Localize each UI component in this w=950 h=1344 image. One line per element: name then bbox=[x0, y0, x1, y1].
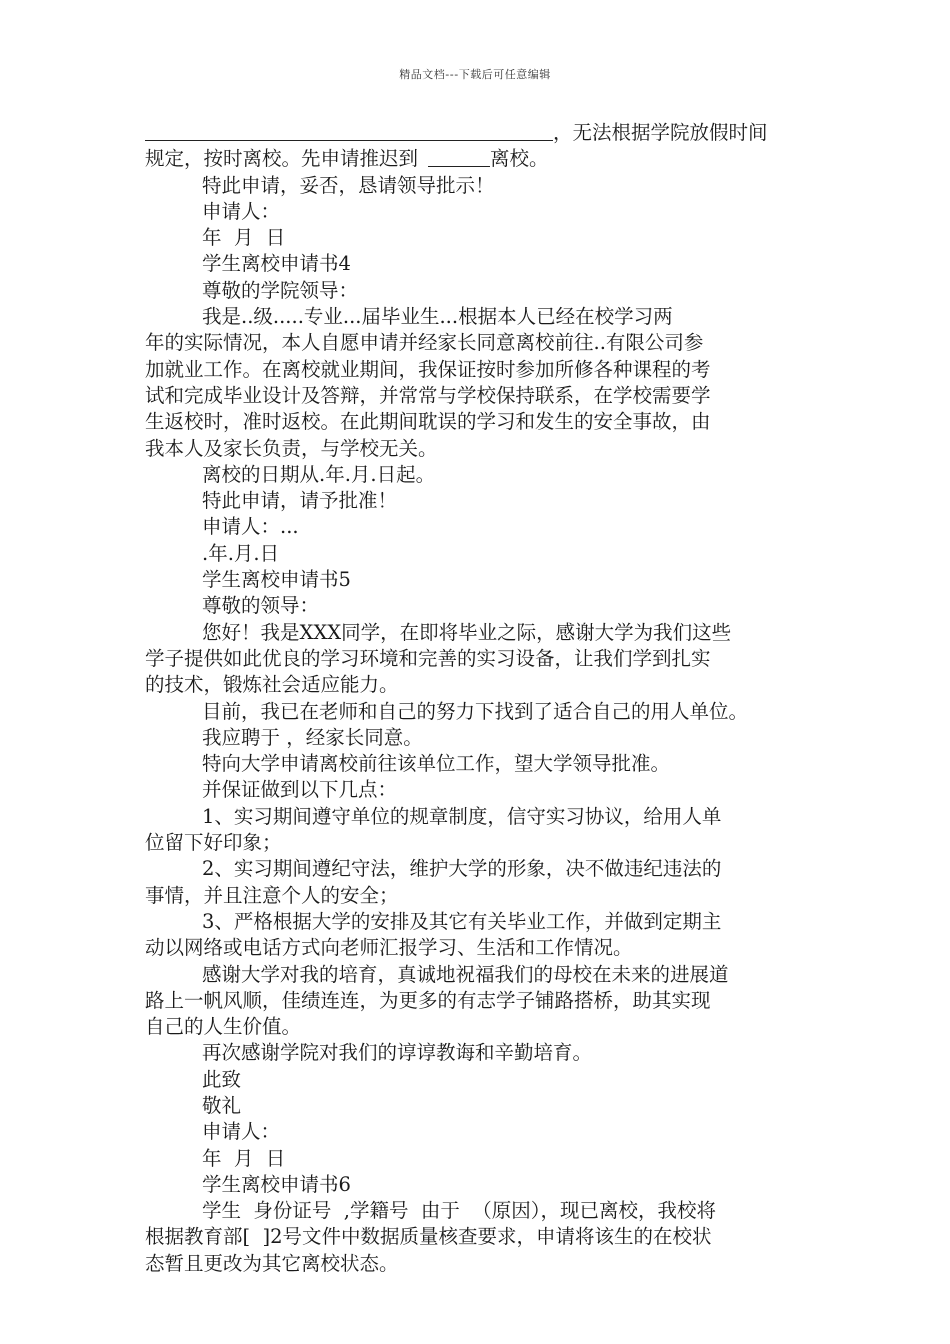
page-header: 精品文档---下载后可任意编辑 bbox=[399, 68, 551, 81]
signature-label: 申请人：... bbox=[202, 515, 299, 539]
text-line: 的技术，锻炼社会适应能力。 bbox=[145, 673, 399, 697]
signature-label: 申请人： bbox=[202, 1120, 281, 1144]
text-line: 特此申请，妥否，恳请领导批示！ bbox=[202, 173, 495, 197]
text-line: 目前，我已在老师和自己的努力下找到了适合自己的用人单位。 bbox=[202, 699, 749, 723]
text-line: 规定，按时离校。先申请推迟到 离校。 bbox=[145, 147, 549, 171]
list-item: 3、严格根据大学的安排及其它有关毕业工作，并做到定期主 bbox=[202, 909, 722, 933]
salutation: 尊敬的学院领导： bbox=[202, 278, 359, 302]
text-line: 态暂且更改为其它离校状态。 bbox=[145, 1251, 399, 1275]
text-line: 事情，并且注意个人的安全； bbox=[145, 883, 399, 907]
text-line: 并保证做到以下几点： bbox=[202, 778, 398, 802]
date-line: 年 月 日 bbox=[202, 226, 286, 250]
list-item: 2、实习期间遵纪守法，维护大学的形象，决不做违纪违法的 bbox=[202, 857, 722, 881]
date-line: 年 月 日 bbox=[202, 1146, 286, 1170]
closing: 此致 bbox=[202, 1067, 242, 1091]
text-line: 试和完成毕业设计及答辩，并常常与学校保持联系，在学校需要学 bbox=[145, 383, 711, 407]
text-line: 离校的日期从.年.月.日起。 bbox=[202, 462, 436, 486]
text-line: 学子提供如此优良的学习环境和完善的实习设备，让我们学到扎实 bbox=[145, 646, 711, 670]
text-line: 位留下好印象； bbox=[145, 831, 282, 855]
text-line: 自己的人生价值。 bbox=[145, 1015, 302, 1039]
text-line: 我是..级.....专业...届毕业生...根据本人已经在校学习两 bbox=[202, 305, 673, 329]
text-line: 特向大学申请离校前往该单位工作，望大学领导批准。 bbox=[202, 752, 671, 776]
text-line: 再次感谢学院对我们的谆谆教诲和辛勤培育。 bbox=[202, 1041, 593, 1065]
text-line: 学生 身份证号 ,学籍号 由于 （原因），现已离校，我校将 bbox=[202, 1199, 717, 1223]
text-line: 加就业工作。在离校就业期间，我保证按时参加所修各种课程的考 bbox=[145, 357, 711, 381]
text-line: ，无法根据学院放假时间 bbox=[145, 120, 810, 146]
text-line: 我本人及家长负责，与学校无关。 bbox=[145, 436, 438, 460]
text-line: 特此申请，请予批准！ bbox=[202, 489, 398, 513]
text-line: 感谢大学对我的培育，真诚地祝福我们的母校在未来的进展道 bbox=[202, 962, 729, 986]
list-item: 1、实习期间遵守单位的规章制度，信守实习协议，给用人单 bbox=[202, 804, 722, 828]
document-body bbox=[145, 120, 810, 1277]
text-line: 生返校时，准时返校。在此期间耽误的学习和发生的安全事故，由 bbox=[145, 410, 711, 434]
closing: 敬礼 bbox=[202, 1093, 242, 1117]
text-line: 动以网络或电话方式向老师汇报学习、生活和工作情况。 bbox=[145, 936, 633, 960]
text-line: 年的实际情况，本人自愿申请并经家长同意离校前往..有限公司参 bbox=[145, 331, 704, 355]
text-line: 我应聘于 ，经家长同意。 bbox=[202, 725, 423, 749]
text-line: 路上一帆风顺，佳绩连连，为更多的有志学子铺路搭桥，助其实现 bbox=[145, 988, 711, 1012]
section-title: 学生离校申请书6 bbox=[202, 1172, 351, 1196]
fill-in-blank bbox=[145, 121, 553, 141]
section-title: 学生离校申请书5 bbox=[202, 568, 351, 592]
date-line: .年.月.日 bbox=[202, 541, 280, 565]
fill-in-blank bbox=[428, 147, 490, 167]
signature-label: 申请人： bbox=[202, 199, 281, 223]
section-title: 学生离校申请书4 bbox=[202, 252, 351, 276]
text-line: 您好！我是XXX同学，在即将毕业之际，感谢大学为我们这些 bbox=[202, 620, 732, 644]
text-line: 根据教育部[ ]2号文件中数据质量核查要求，申请将该生的在校状 bbox=[145, 1225, 712, 1249]
salutation: 尊敬的领导： bbox=[202, 594, 320, 618]
